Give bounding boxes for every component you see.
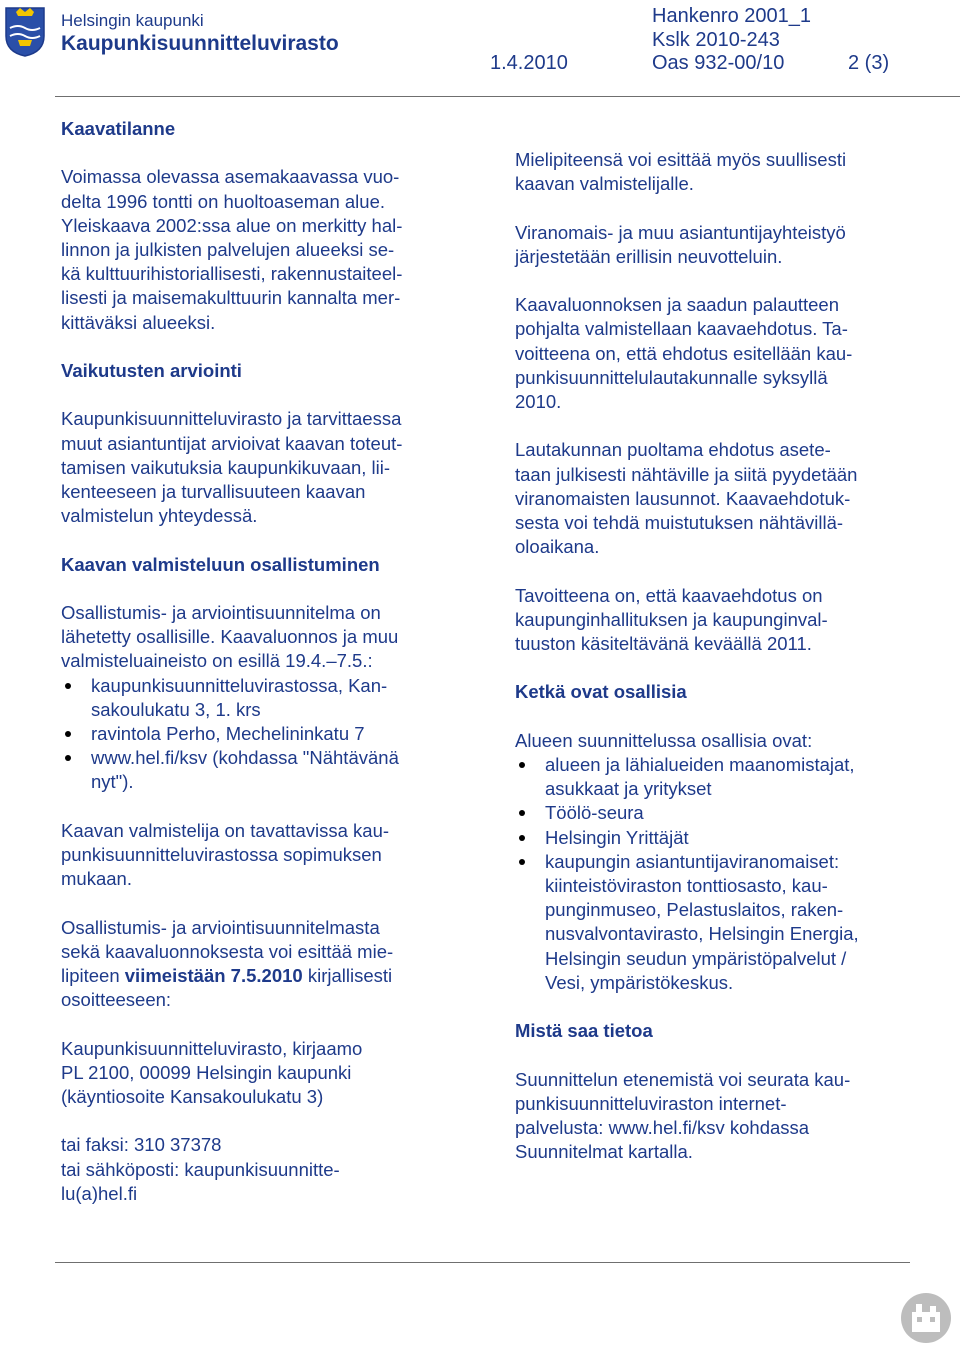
paragraph-suullisesti: Mielipiteensä voi esittää myös suullisesti kaavan valmistelijalle. bbox=[515, 149, 847, 195]
list-item: kaupungin asiantuntijaviranomaiset: kiinteistöviraston tonttiosasto, kau- punginmuseo, Pelastuslaitos, raken- nusvalvontavirasto, Helsingin Energia, Helsingin seudun ympäristöpalvelut / Vesi, ympäristökeskus. bbox=[515, 850, 915, 995]
mielipide-text-end: kirjallisesti osoitteeseen: bbox=[61, 965, 393, 1011]
heading-ketka-ovat-osallisia: Ketkä ovat osallisia bbox=[515, 681, 687, 703]
org-name-line2: Kaupunkisuunnitteluvirasto bbox=[61, 32, 339, 55]
paragraph-osallistuminen: Osallistumis- ja arviointisuunnitelma on lähetetty osallisille. Kaavaluonnos ja muu valmisteluaineisto on esillä 19.4.–7.5.: bbox=[61, 601, 399, 672]
paragraph-viranomaisyhteistyo: Viranomais- ja muu asiantuntijayhteistyö järjestetään erillisin neuvotteluin. bbox=[515, 221, 846, 267]
org-name-line1: Helsingin kaupunki bbox=[61, 11, 204, 30]
project-number: Hankenro 2001_1 bbox=[652, 5, 812, 27]
paragraph-lautakunta: Lautakunnan puoltama ehdotus asete- taan julkisesti nähtäville ja siitä pyydetään viranomaisten lausunnot. Kaavaehdotuk- sesta voi tehdä muistutuksen nähtävillä- oloaikana. bbox=[515, 439, 858, 558]
left-column bbox=[61, 117, 481, 1206]
site-watermark-icon bbox=[900, 1292, 952, 1344]
paragraph-osalliset: Alueen suunnittelussa osallisia ovat: bbox=[515, 729, 813, 751]
paragraph-kaavaehdotus: Kaavaluonnoksen ja saadun palautteen pohjalta valmistellaan kaavaehdotus. Ta- voitteena on, että ehdotus esitellään kau- punkisuunnittelulautakunnalle syksyllä 2010. bbox=[515, 294, 853, 412]
list-item: www.hel.fi/ksv (kohdassa "Nähtävänä nyt"). bbox=[61, 746, 481, 794]
heading-osallistuminen: Kaavan valmisteluun osallistuminen bbox=[61, 553, 380, 575]
paragraph-mielipide bbox=[61, 916, 481, 1013]
stakeholders-list bbox=[515, 753, 915, 995]
paragraph-vaikutusten-arviointi: Kaupunkisuunnitteluvirasto ja tarvittaessa muut asiantuntijat arvioivat kaavan toteut- tamisen vaikutuksia kaupunkikuvaan, lii- kenteeseen ja turvallisuuteen kaavan valmistelun yhteydessä. bbox=[61, 408, 403, 527]
exhibition-locations-list bbox=[61, 674, 481, 795]
heading-kaavatilanne: Kaavatilanne bbox=[61, 118, 176, 139]
list-item: alueen ja lähialueiden maanomistajat, asukkaat ja yritykset bbox=[515, 753, 915, 801]
page-number: 2 (3) bbox=[848, 52, 890, 74]
paragraph-valmistelija: Kaavan valmistelija on tavattavissa kau- punkisuunnitteluvirastossa sopimuksen mukaan. bbox=[61, 819, 390, 890]
oas-number: Oas 932-00/10 bbox=[652, 52, 785, 74]
list-item: kaupunkisuunnitteluvirastossa, Kan- sakoulukatu 3, 1. krs bbox=[61, 674, 481, 722]
header-divider bbox=[55, 96, 960, 97]
helsinki-crest-icon bbox=[4, 6, 46, 58]
mielipide-text-start: Osallistumis- ja arviointisuunnitelmasta sekä kaavaluonnoksesta voi esittää mie- lipiteen bbox=[61, 916, 394, 986]
heading-vaikutusten-arviointi: Vaikutusten arviointi bbox=[61, 360, 242, 381]
list-item: Helsingin Yrittäjät bbox=[515, 826, 915, 850]
heading-mista-saa-tietoa: Mistä saa tietoa bbox=[515, 1020, 653, 1042]
paragraph-tietoa: Suunnittelun etenemistä voi seurata kau- punkisuunnitteluviraston internet- palvelusta: www.hel.fi/ksv kohdassa Suunnitelmat kartalla. bbox=[515, 1068, 851, 1163]
kslk-number: Kslk 2010-243 bbox=[652, 29, 780, 51]
list-item: ravintola Perho, Mechelininkatu 7 bbox=[61, 722, 481, 746]
right-column bbox=[515, 148, 915, 1164]
postal-address: Kaupunkisuunnitteluvirasto, kirjaamo PL 2100, 00099 Helsingin kaupunki (käyntiosoite Kansakoulukatu 3) bbox=[61, 1037, 363, 1107]
document-date: 1.4.2010 bbox=[490, 52, 568, 74]
list-item: Töölö-seura bbox=[515, 801, 915, 825]
footer-divider bbox=[55, 1262, 910, 1263]
paragraph-kaavatilanne: Voimassa olevassa asemakaavassa vuo- delta 1996 tontti on huoltoaseman alue. Yleiskaava 2002:ssa alue on merkitty hal- linnon ja julkisten palvelujen alueeksi se- kä kulttuurihistoriallisesti, rakennustaiteel- lisesti ja maisemakulttuurin kannalta mer- kittäväksi alueeksi. bbox=[61, 166, 403, 333]
deadline-date: viimeistään 7.5.2010 bbox=[124, 965, 303, 986]
paragraph-tavoite: Tavoitteena on, että kaavaehdotus on kaupunginhallituksen ja kaupunginval- tuuston käsiteltävänä keväällä 2011. bbox=[515, 584, 828, 654]
fax-email-contact: tai faksi: 310 37378 tai sähköposti: kaupunkisuunnitte- lu(a)hel.fi bbox=[61, 1134, 340, 1204]
